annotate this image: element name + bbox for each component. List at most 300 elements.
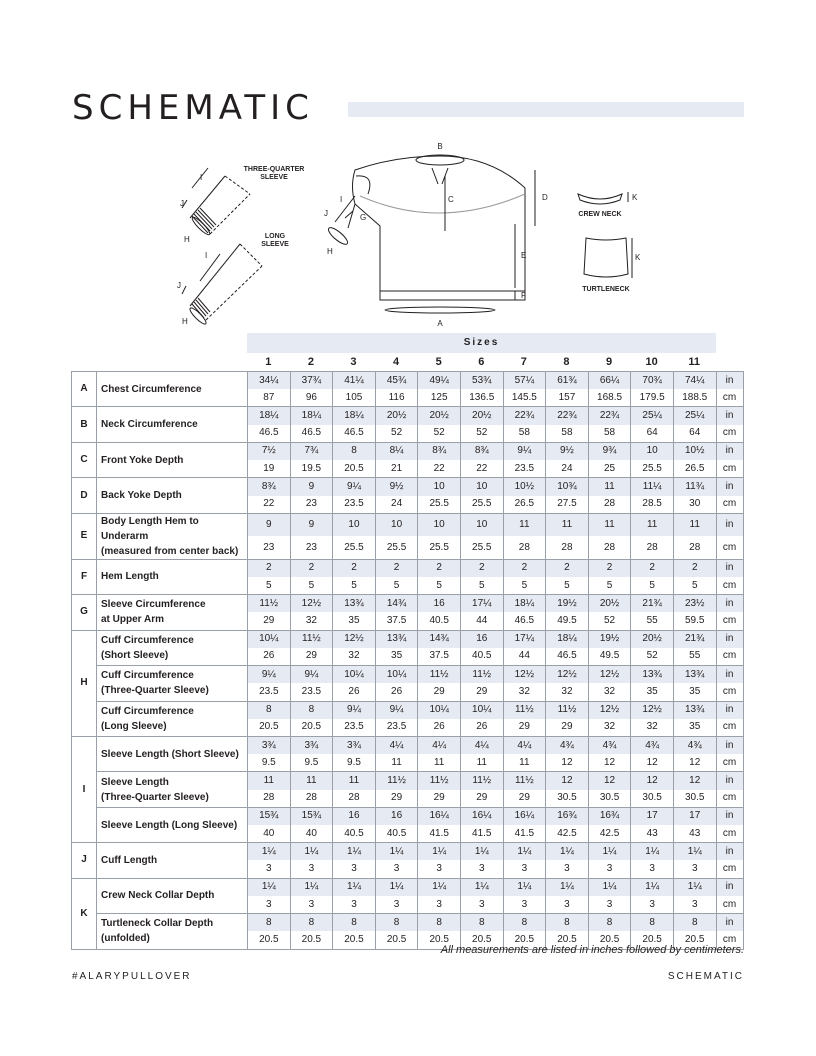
measurement-value: 12 [631, 754, 674, 772]
measurement-label-line: Cuff Circumference [101, 705, 194, 717]
measurement-value: 25¼ [631, 407, 674, 425]
measurement-value: 9¼ [333, 701, 376, 719]
turtleneck-label: TURTLENECK [582, 286, 630, 293]
measurement-value: 96 [290, 389, 333, 407]
size-header: 4 [393, 356, 400, 368]
measurement-value: 16 [333, 807, 376, 825]
measurement-label [97, 701, 248, 736]
size-header: 8 [563, 356, 570, 368]
measurement-value: 8 [673, 914, 716, 932]
measurement-value: 27.5 [546, 496, 589, 514]
measurement-value: 16¼ [460, 807, 503, 825]
row-letter: J [72, 843, 97, 878]
measurement-value: 52 [588, 612, 631, 630]
measurement-value: 20½ [631, 630, 674, 648]
measurement-value: 70¾ [631, 372, 674, 390]
measurement-value: 26 [375, 683, 418, 701]
size-header: 3 [350, 356, 357, 368]
sizes-header-band: Sizes [247, 333, 716, 353]
diagram-letter-f: F [521, 291, 526, 300]
measurement-value: 28 [588, 496, 631, 514]
measurement-value: 1¼ [546, 878, 589, 896]
measurement-value: 168.5 [588, 389, 631, 407]
measurement-value: 3 [631, 896, 674, 914]
measurement-value: 26 [333, 683, 376, 701]
measurement-value: 17 [673, 807, 716, 825]
measurement-label [97, 878, 248, 913]
unit-label: cm [716, 577, 743, 595]
measurement-value: 28 [631, 536, 674, 559]
measurement-value: 4¾ [546, 736, 589, 754]
measurement-value: 29 [290, 648, 333, 666]
measurement-value: 18¼ [333, 407, 376, 425]
diagram-letter-i3: I [340, 195, 343, 204]
measurement-value: 18¼ [248, 407, 291, 425]
measurement-value: 11½ [375, 772, 418, 790]
measurement-value: 13¾ [673, 701, 716, 719]
measurement-value: 9 [290, 513, 333, 536]
measurement-value: 5 [503, 577, 546, 595]
measurement-value: 14¾ [418, 630, 461, 648]
measurement-value: 12½ [546, 666, 589, 684]
measurement-value: 32 [503, 683, 546, 701]
measurement-value: 8 [588, 914, 631, 932]
measurement-value: 5 [375, 577, 418, 595]
measurement-value: 8 [503, 914, 546, 932]
measurement-value: 26 [418, 719, 461, 737]
measurement-value: 2 [418, 559, 461, 577]
measurement-label [97, 478, 248, 513]
unit-label: in [716, 914, 743, 932]
measurement-value: 20.5 [375, 931, 418, 949]
measurement-label-line: Cuff Circumference [101, 634, 194, 646]
unit-label: cm [716, 860, 743, 878]
measurement-value: 3 [503, 896, 546, 914]
measurement-value: 37.5 [375, 612, 418, 630]
measurement-value: 21¾ [673, 630, 716, 648]
measurement-value: 3 [290, 896, 333, 914]
measurement-label [97, 630, 248, 665]
measurement-value: 23½ [673, 595, 716, 613]
measurement-value: 20½ [588, 595, 631, 613]
unit-label: cm [716, 389, 743, 407]
measurement-value: 11 [673, 513, 716, 536]
measurement-value: 1¼ [588, 843, 631, 861]
measurement-value: 29 [418, 683, 461, 701]
measurement-value: 3¾ [333, 736, 376, 754]
measurement-value: 18¼ [290, 407, 333, 425]
measurement-value: 145.5 [503, 389, 546, 407]
measurement-value: 12 [546, 772, 589, 790]
measurement-value: 18¼ [503, 595, 546, 613]
measurement-value: 1¼ [546, 843, 589, 861]
measurement-value: 32 [588, 683, 631, 701]
measurement-value: 44 [460, 612, 503, 630]
measurement-value: 5 [546, 577, 589, 595]
measurement-value: 11½ [290, 630, 333, 648]
measurement-value: 3 [673, 896, 716, 914]
measurement-value: 2 [588, 559, 631, 577]
measurement-value: 26 [460, 719, 503, 737]
measurement-value: 11 [290, 772, 333, 790]
diagram-letter-j3: J [324, 209, 328, 218]
measurement-value: 12½ [503, 666, 546, 684]
unit-label: cm [716, 536, 743, 559]
measurement-value: 10½ [503, 478, 546, 496]
measurement-label-line: (measured from center back) [101, 545, 239, 557]
diagram-letter-h1: H [184, 235, 190, 244]
measurement-value: 17¼ [503, 630, 546, 648]
measurement-value: 35 [673, 683, 716, 701]
measurement-value: 11½ [503, 772, 546, 790]
measurement-value: 23 [248, 536, 291, 559]
measurement-label-line: Front Yoke Depth [101, 454, 184, 466]
measurement-value: 3 [333, 860, 376, 878]
measurement-value: 11 [503, 754, 546, 772]
measurement-value: 22¾ [503, 407, 546, 425]
measurement-value: 8 [631, 914, 674, 932]
measurement-value: 11 [588, 513, 631, 536]
unit-label: cm [716, 754, 743, 772]
measurement-value: 16¾ [588, 807, 631, 825]
unit-label: cm [716, 648, 743, 666]
measurement-value: 10¾ [546, 478, 589, 496]
measurement-value: 28 [588, 536, 631, 559]
size-header: 2 [307, 356, 314, 368]
footer-hashtag: #ALARYPULLOVER [72, 971, 192, 982]
measurement-value: 35 [333, 612, 376, 630]
measurement-value: 25.5 [418, 496, 461, 514]
three-quarter-label-1: THREE-QUARTER [243, 166, 305, 173]
measurement-value: 4¼ [375, 736, 418, 754]
measurement-value: 3 [290, 860, 333, 878]
measurement-label [97, 559, 248, 594]
measurement-value: 9¼ [333, 478, 376, 496]
unit-label: in [716, 772, 743, 790]
measurement-value: 17¼ [460, 595, 503, 613]
row-letter: D [72, 478, 97, 513]
measurement-value: 10 [375, 513, 418, 536]
unit-label: in [716, 630, 743, 648]
table-row [72, 559, 744, 577]
measurement-label-line: Hem Length [101, 571, 159, 583]
measurement-value: 4¾ [631, 736, 674, 754]
measurement-value: 46.5 [248, 425, 291, 443]
measurement-value: 29 [248, 612, 291, 630]
crew-neck-label: CREW NECK [578, 211, 622, 218]
measurement-value: 179.5 [631, 389, 674, 407]
measurement-value: 46.5 [546, 648, 589, 666]
measurement-value: 21 [375, 460, 418, 478]
measurement-value: 1¼ [290, 843, 333, 861]
measurement-value: 40 [290, 825, 333, 843]
diagram-letter-i1: I [200, 173, 203, 182]
measurement-value: 11¼ [631, 478, 674, 496]
row-letter: A [72, 372, 97, 407]
diagram-letter-j1: J [180, 199, 184, 208]
measurement-value: 2 [460, 559, 503, 577]
table-row [72, 372, 744, 390]
measurement-value: 23.5 [503, 460, 546, 478]
unit-label: in [716, 478, 743, 496]
measurement-value: 25¼ [673, 407, 716, 425]
unit-label: cm [716, 612, 743, 630]
measurement-value: 20.5 [290, 719, 333, 737]
measurement-value: 5 [333, 577, 376, 595]
pullover-body-drawing [326, 155, 535, 313]
measurement-value: 87 [248, 389, 291, 407]
measurement-label-line: Back Yoke Depth [101, 490, 182, 502]
measurement-value: 64 [673, 425, 716, 443]
measurement-value: 13¾ [375, 630, 418, 648]
measurement-value: 3 [248, 860, 291, 878]
unit-label: in [716, 595, 743, 613]
measurement-value: 30.5 [546, 790, 589, 808]
measurement-label-line: (unfolded) [101, 933, 150, 945]
measurement-value: 20.5 [673, 931, 716, 949]
table-row [72, 807, 744, 825]
unit-label: in [716, 559, 743, 577]
measurement-value: 49.5 [588, 648, 631, 666]
measurement-value: 74¼ [673, 372, 716, 390]
measurement-value: 3 [546, 896, 589, 914]
measurement-value: 30.5 [631, 790, 674, 808]
measurement-value: 22¾ [546, 407, 589, 425]
measurement-value: 8 [418, 914, 461, 932]
measurement-value: 5 [631, 577, 674, 595]
measurement-value: 17 [631, 807, 674, 825]
measurement-label-line: (Long Sleeve) [101, 720, 167, 732]
measurement-value: 49.5 [546, 612, 589, 630]
measurement-value: 10 [631, 442, 674, 460]
measurement-value: 8 [333, 914, 376, 932]
measurement-value: 16¾ [546, 807, 589, 825]
measurement-value: 3 [588, 896, 631, 914]
measurement-value: 45¾ [375, 372, 418, 390]
unit-label: cm [716, 496, 743, 514]
measurement-value: 11¾ [673, 478, 716, 496]
measurement-value: 26.5 [503, 496, 546, 514]
measurement-value: 23.5 [333, 719, 376, 737]
page-title: SCHEMATIC [72, 88, 314, 128]
measurement-value: 64 [631, 425, 674, 443]
measurement-value: 8 [460, 914, 503, 932]
measurement-value: 59.5 [673, 612, 716, 630]
measurement-value: 30.5 [673, 790, 716, 808]
measurement-value: 22 [460, 460, 503, 478]
measurement-value: 5 [673, 577, 716, 595]
measurement-value: 21¾ [631, 595, 674, 613]
three-quarter-label-2: SLEEVE [260, 174, 288, 181]
measurement-value: 3 [248, 896, 291, 914]
measurement-value: 7¾ [290, 442, 333, 460]
measurement-value: 25 [588, 460, 631, 478]
measurement-value: 34¼ [248, 372, 291, 390]
measurement-value: 40.5 [418, 612, 461, 630]
turtleneck-drawing [584, 238, 632, 278]
measurement-value: 10¼ [418, 701, 461, 719]
measurement-value: 2 [546, 559, 589, 577]
measurement-value: 29 [546, 719, 589, 737]
measurement-value: 10¼ [375, 666, 418, 684]
measurement-value: 188.5 [673, 389, 716, 407]
measurement-value: 13¾ [333, 595, 376, 613]
measurement-value: 37¾ [290, 372, 333, 390]
unit-label: in [716, 513, 743, 536]
measurement-value: 1¼ [290, 878, 333, 896]
measurement-value: 3 [460, 860, 503, 878]
measurement-value: 8 [546, 914, 589, 932]
measurement-value: 37.5 [418, 648, 461, 666]
measurement-value: 5 [460, 577, 503, 595]
measurement-value: 35 [375, 648, 418, 666]
measurement-value: 19½ [546, 595, 589, 613]
measurement-value: 32 [333, 648, 376, 666]
diagram-letter-j2: J [177, 281, 181, 290]
measurement-value: 55 [631, 612, 674, 630]
three-quarter-sleeve-drawing [182, 168, 250, 237]
measurement-value: 9¼ [290, 666, 333, 684]
measurement-value: 28 [290, 790, 333, 808]
measurement-value: 10 [418, 513, 461, 536]
table-row [72, 513, 744, 536]
measurement-value: 16 [460, 630, 503, 648]
measurement-label-line: Body Length Hem to Underarm [101, 515, 199, 542]
measurement-value: 11 [375, 754, 418, 772]
measurement-value: 1¼ [418, 843, 461, 861]
measurement-value: 7½ [248, 442, 291, 460]
unit-label: in [716, 736, 743, 754]
measurement-value: 3 [588, 860, 631, 878]
measurement-value: 10¼ [248, 630, 291, 648]
measurement-value: 23.5 [375, 719, 418, 737]
measurement-value: 29 [460, 790, 503, 808]
row-letter: F [72, 559, 97, 594]
measurement-label [97, 772, 248, 807]
measurement-value: 40.5 [375, 825, 418, 843]
measurement-value: 29 [460, 683, 503, 701]
measurement-value: 20.5 [333, 460, 376, 478]
measurement-value: 52 [375, 425, 418, 443]
measurement-value: 8¾ [418, 442, 461, 460]
measurement-value: 105 [333, 389, 376, 407]
measurement-value: 29 [375, 790, 418, 808]
measurement-value: 35 [631, 683, 674, 701]
measurement-value: 11½ [418, 772, 461, 790]
unit-label: in [716, 372, 743, 390]
measurement-value: 1¼ [631, 878, 674, 896]
measurement-value: 20½ [418, 407, 461, 425]
measurement-value: 26 [248, 648, 291, 666]
measurement-value: 10 [333, 513, 376, 536]
measurement-label [97, 807, 248, 842]
unit-label: in [716, 407, 743, 425]
measurement-value: 46.5 [333, 425, 376, 443]
measurement-value: 8¼ [375, 442, 418, 460]
measurement-value: 1¼ [503, 878, 546, 896]
measurement-value: 5 [588, 577, 631, 595]
measurement-value: 11 [503, 513, 546, 536]
size-header: 11 [688, 356, 701, 368]
measurement-value: 11½ [248, 595, 291, 613]
measurement-value: 3 [418, 860, 461, 878]
measurement-value: 2 [673, 559, 716, 577]
measurement-value: 4¾ [673, 736, 716, 754]
measurement-label-line: Sleeve Circumference [101, 599, 206, 611]
measurement-value: 19 [248, 460, 291, 478]
measurement-value: 12½ [333, 630, 376, 648]
diagram-letter-g: G [360, 213, 367, 222]
measurement-value: 12½ [290, 595, 333, 613]
measurement-value: 8 [290, 914, 333, 932]
measurement-value: 9½ [546, 442, 589, 460]
diagram-letter-h2: H [182, 317, 188, 326]
measurement-value: 10¼ [333, 666, 376, 684]
measurement-value: 11 [248, 772, 291, 790]
measurement-value: 32 [588, 719, 631, 737]
measurement-label [97, 595, 248, 630]
measurement-value: 1¼ [248, 843, 291, 861]
measurement-value: 9.5 [333, 754, 376, 772]
measurement-value: 20.5 [631, 931, 674, 949]
measurement-value: 32 [631, 719, 674, 737]
measurement-value: 1¼ [248, 878, 291, 896]
unit-label: in [716, 807, 743, 825]
row-letter: H [72, 630, 97, 736]
measurement-value: 5 [290, 577, 333, 595]
measurement-value: 1¼ [460, 878, 503, 896]
measurement-value: 2 [333, 559, 376, 577]
measurement-value: 157 [546, 389, 589, 407]
measurement-value: 2 [290, 559, 333, 577]
long-sleeve-label-1: LONG [264, 233, 286, 240]
measurement-value: 3 [375, 860, 418, 878]
measurement-value: 12 [588, 772, 631, 790]
measurement-label [97, 736, 248, 771]
measurement-value: 29 [503, 719, 546, 737]
measurement-value: 43 [631, 825, 674, 843]
measurement-value: 32 [546, 683, 589, 701]
measurement-label-line: at Upper Arm [101, 614, 164, 626]
measurement-value: 11½ [418, 666, 461, 684]
measurement-value: 40.5 [333, 825, 376, 843]
measurement-value: 40 [248, 825, 291, 843]
measurement-label-line: (Three-Quarter Sleeve) [101, 791, 209, 803]
measurement-value: 46.5 [503, 612, 546, 630]
size-header: 5 [435, 356, 442, 368]
diagram-letter-i2: I [205, 251, 208, 260]
size-header: 6 [478, 356, 485, 368]
measurement-value: 28 [673, 536, 716, 559]
unit-label: cm [716, 931, 743, 949]
measurement-value: 12½ [588, 701, 631, 719]
measurement-value: 9.5 [248, 754, 291, 772]
measurement-value: 49¼ [418, 372, 461, 390]
measurement-value: 9¼ [503, 442, 546, 460]
measurement-value: 58 [588, 425, 631, 443]
measurement-value: 28 [503, 536, 546, 559]
table-row [72, 630, 744, 648]
measurement-value: 1¼ [375, 878, 418, 896]
table-row [72, 736, 744, 754]
measurement-value: 3 [460, 896, 503, 914]
measurement-value: 8 [375, 914, 418, 932]
measurement-value: 1¼ [503, 843, 546, 861]
unit-label: in [716, 843, 743, 861]
measurement-value: 10 [418, 478, 461, 496]
measurement-value: 35 [673, 719, 716, 737]
measurement-value: 1¼ [588, 878, 631, 896]
